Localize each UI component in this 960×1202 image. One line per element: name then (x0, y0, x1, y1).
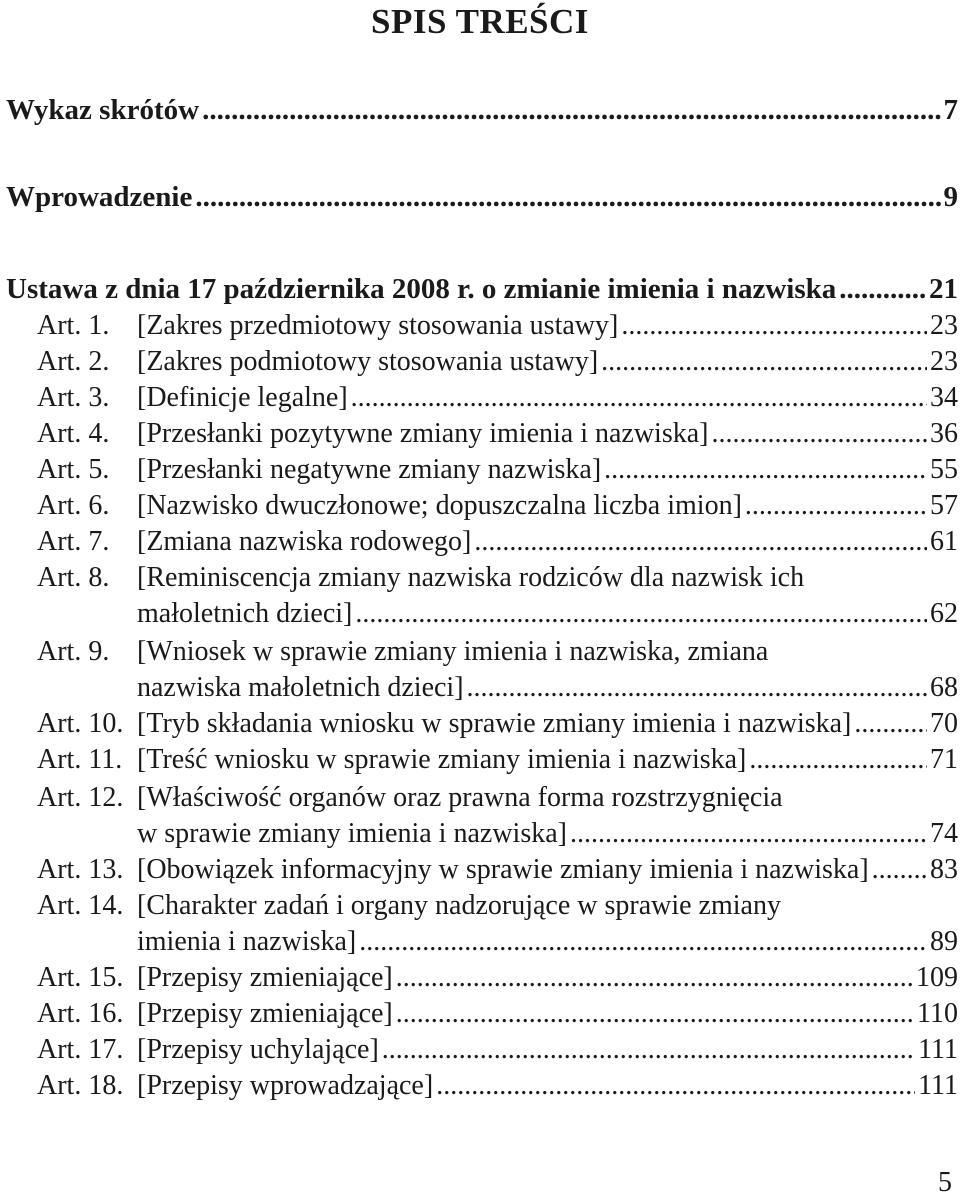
dot-leader (202, 92, 940, 128)
toc-article-9 (0, 634, 958, 670)
toc-article-14-continued (0, 924, 958, 960)
article-title: [Treść wniosku w sprawie zmiany imienia i nazwiska] (137, 744, 747, 775)
dot-leader (604, 452, 927, 488)
article-number: Art. 9. (37, 636, 110, 667)
dot-leader (621, 308, 927, 344)
article-title-continued: w sprawie zmiany imienia i nazwiska] (137, 818, 567, 849)
article-number: Art. 4. (37, 418, 110, 449)
dot-leader (396, 996, 914, 1032)
article-number: Art. 10. (37, 708, 124, 739)
toc-article-7 (0, 524, 958, 560)
toc-article-15 (0, 960, 958, 996)
article-title: [Przepisy uchylające] (137, 1034, 379, 1065)
toc-article-8 (0, 560, 958, 596)
article-title: [Przepisy wprowadzające] (137, 1070, 434, 1101)
article-title: [Definicje legalne] (137, 382, 348, 413)
dot-leader (749, 742, 927, 778)
article-number: Art. 5. (37, 454, 110, 485)
toc-article-2 (0, 344, 958, 380)
dot-leader (570, 816, 927, 852)
article-page: 68 (930, 672, 958, 703)
toc-article-3 (0, 380, 958, 416)
article-title: [Charakter zadań i organy nadzorujące w sprawie zmiany (137, 890, 781, 921)
dot-leader (601, 344, 927, 380)
toc-entry-page: 21 (929, 273, 958, 305)
article-number: Art. 18. (37, 1070, 124, 1101)
article-page: 23 (930, 346, 958, 377)
article-title: [Przesłanki negatywne zmiany nazwiska] (137, 454, 602, 485)
article-number: Art. 1. (37, 310, 110, 341)
toc-article-17 (0, 1032, 958, 1068)
dot-leader (839, 271, 926, 307)
article-title: [Obowiązek informacyjny w sprawie zmiany imienia i nazwiska] (137, 854, 869, 885)
article-number: Art. 11. (37, 744, 123, 775)
article-title: [Tryb składania wniosku w sprawie zmiany imienia i nazwiska] (137, 708, 852, 739)
article-title-continued: nazwiska małoletnich dzieci] (137, 672, 464, 703)
toc-entry-introduction (6, 179, 958, 215)
article-number: Art. 2. (37, 346, 110, 377)
article-number: Art. 14. (37, 890, 124, 921)
article-title: [Reminiscencja zmiany nazwiska rodziców dla nazwisk ich (137, 562, 805, 593)
article-number: Art. 6. (37, 490, 110, 521)
toc-article-1 (0, 308, 958, 344)
toc-entry-text: Wprowadzenie (6, 181, 193, 213)
article-number: Art. 12. (37, 782, 124, 813)
article-title: [Przepisy zmieniające] (137, 962, 393, 993)
toc-article-18 (0, 1068, 958, 1104)
article-number: Art. 17. (37, 1034, 124, 1065)
article-page: 61 (930, 526, 958, 557)
article-number: Art. 16. (37, 998, 124, 1029)
article-title: [Przepisy zmieniające] (137, 998, 393, 1029)
toc-entry-act (6, 271, 958, 307)
article-page: 111 (918, 1034, 958, 1065)
article-title: [Zakres podmiotowy stosowania ustawy] (137, 346, 599, 377)
toc-article-14 (0, 888, 958, 924)
article-page: 57 (930, 490, 958, 521)
dot-leader (745, 488, 927, 524)
toc-article-12 (0, 780, 958, 816)
article-page: 89 (930, 926, 958, 957)
dot-leader (474, 524, 927, 560)
dot-leader (195, 179, 940, 215)
toc-article-5 (0, 452, 958, 488)
article-page: 109 (916, 962, 958, 993)
dot-leader (711, 416, 927, 452)
article-page: 62 (930, 598, 958, 629)
article-page: 23 (930, 310, 958, 341)
article-number: Art. 3. (37, 382, 110, 413)
toc-article-12-continued (0, 816, 958, 852)
dot-leader (355, 596, 927, 632)
toc-article-4 (0, 416, 958, 452)
article-page: 110 (917, 998, 958, 1029)
article-title: [Zakres przedmiotowy stosowania ustawy] (137, 310, 619, 341)
page-title: SPIS TREŚCI (371, 2, 589, 41)
article-title: [Wniosek w sprawie zmiany imienia i nazwiska, zmiana (137, 636, 769, 667)
article-page: 71 (930, 744, 958, 775)
article-title: [Przesłanki pozytywne zmiany imienia i nazwiska] (137, 418, 709, 449)
dot-leader (359, 924, 927, 960)
article-page: 74 (930, 818, 958, 849)
article-title: [Właściwość organów oraz prawna forma rozstrzygnięcia (137, 782, 783, 813)
dot-leader (382, 1032, 915, 1068)
article-title-continued: małoletnich dzieci] (137, 598, 353, 629)
article-page: 55 (930, 454, 958, 485)
toc-entry-text: Wykaz skrótów (6, 94, 200, 126)
article-title-continued: imienia i nazwiska] (137, 926, 357, 957)
dot-leader (396, 960, 913, 996)
dot-leader (351, 380, 927, 416)
toc-article-10 (0, 706, 958, 742)
toc-article-9-continued (0, 670, 958, 706)
page-number: 5 (938, 1167, 952, 1198)
toc-article-13 (0, 852, 958, 888)
dot-leader (436, 1068, 915, 1104)
toc-article-16 (0, 996, 958, 1032)
dot-leader (872, 852, 927, 888)
article-title: [Nazwisko dwuczłonowe; dopuszczalna liczba imion] (137, 490, 742, 521)
article-number: Art. 8. (37, 562, 110, 593)
dot-leader (854, 706, 927, 742)
dot-leader (467, 670, 927, 706)
article-page: 83 (930, 854, 958, 885)
toc-article-11 (0, 742, 958, 778)
article-number: Art. 13. (37, 854, 124, 885)
article-page: 111 (918, 1070, 958, 1101)
toc-entry-page: 9 (943, 181, 958, 213)
toc-article-6 (0, 488, 958, 524)
toc-entry-page: 7 (943, 94, 958, 126)
article-title: [Zmiana nazwiska rodowego] (137, 526, 472, 557)
article-page: 36 (930, 418, 958, 449)
article-number: Art. 15. (37, 962, 124, 993)
toc-entry-text: Ustawa z dnia 17 października 2008 r. o zmianie imienia i nazwiska (6, 273, 837, 305)
article-page: 70 (930, 708, 958, 739)
article-page: 34 (930, 382, 958, 413)
toc-article-8-continued (0, 596, 958, 632)
article-number: Art. 7. (37, 526, 110, 557)
toc-entry-abbreviations (6, 92, 958, 128)
